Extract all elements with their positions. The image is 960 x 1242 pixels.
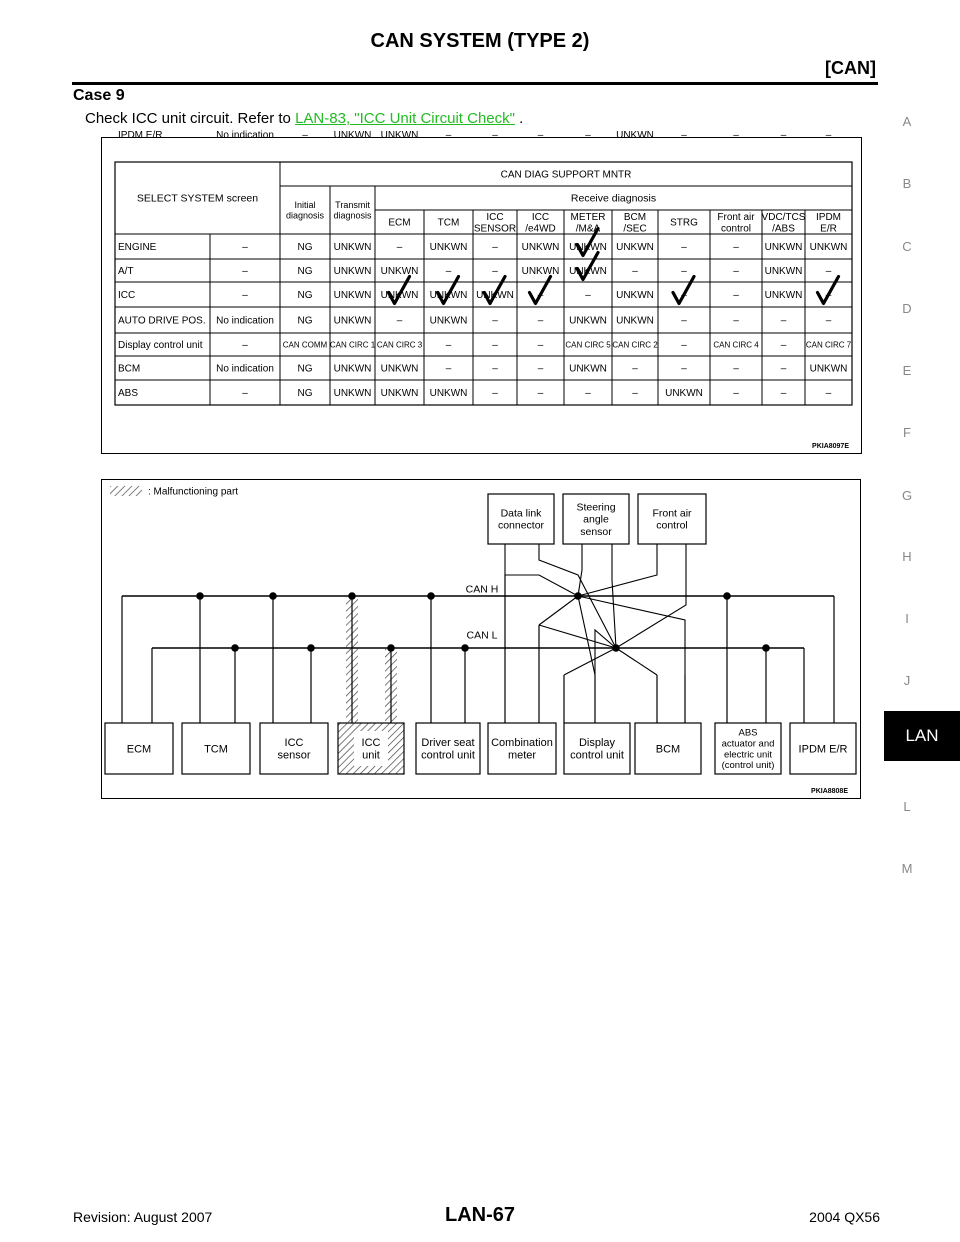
table-cell: UNKWN [569, 266, 607, 277]
star-wire [578, 544, 657, 596]
column-header-vdc-tcs-abs: VDC/TCS /ABS [761, 211, 806, 235]
table-cell: – [492, 266, 498, 277]
column-header-bcm-sec: BCM /SEC [623, 211, 647, 235]
malfunction-legend-label: : Malfunctioning part [148, 486, 239, 498]
table-cell: – [537, 130, 544, 141]
table-cell: UNKWN [569, 242, 607, 253]
table-cell: UNKWN [521, 242, 560, 253]
table-cell: UNKWN [333, 290, 372, 301]
column-header-ecm: ECM [388, 217, 411, 229]
column-header-meter-m-a: METER /M&A [570, 211, 606, 235]
table-cell: – [681, 340, 687, 351]
table-cell: – [585, 290, 591, 301]
table-cell: – [242, 290, 248, 301]
column-header-front-air-control: Front air control [717, 211, 755, 235]
table-cell: UNKWN [380, 388, 419, 399]
table-cell: – [632, 266, 638, 277]
side-index-h[interactable]: H [902, 549, 912, 564]
figure-code: PKIA8808E [811, 788, 848, 795]
instruction-prefix: Check ICC unit circuit. Refer to [85, 110, 296, 127]
table-cell: – [537, 290, 544, 301]
table-cell: UNKWN [380, 290, 419, 301]
table-cell: – [733, 315, 739, 327]
table-cell: UNKWN [333, 363, 372, 375]
table-cell: CAN CIRC 5 [565, 340, 611, 350]
table-cell: UNKWN [429, 388, 468, 399]
unit-label-ipdm-e-r: IPDM E/R [798, 743, 848, 756]
side-index-j[interactable]: J [903, 673, 911, 688]
side-index-g[interactable]: G [901, 488, 913, 503]
table-cell: – [780, 130, 787, 141]
case-heading: Case 9 [73, 87, 125, 104]
table-cell: CAN COMM [282, 340, 328, 350]
revision-date: Revision: August 2007 [73, 1209, 213, 1225]
instruction-suffix: . [514, 110, 524, 127]
table-cell: – [733, 363, 739, 375]
instruction-text [85, 110, 523, 127]
star-wire [616, 648, 657, 675]
table-cell: – [632, 388, 638, 399]
bus-node-dot [427, 592, 435, 600]
table-cell: – [492, 130, 498, 141]
table-cell: UNKWN [333, 130, 372, 141]
row-label-auto-drive-pos: AUTO DRIVE POS. [118, 315, 206, 327]
figure-code: PKIA8097E [812, 443, 849, 450]
side-index-l[interactable]: L [903, 799, 911, 814]
can-communication-diagram-figure [101, 479, 861, 799]
table-cell: UNKWN [521, 266, 560, 277]
table-cell: UNKWN [616, 242, 654, 253]
can-diag-table [102, 130, 861, 453]
table-cell: UNKWN [764, 242, 803, 253]
unit-label-tcm: TCM [204, 743, 228, 756]
table-cell: – [242, 242, 248, 253]
unit-label-display-control-unit: Display control unit [570, 737, 624, 762]
page-number: LAN-67 [444, 1204, 515, 1226]
vehicle-model: 2004 QX56 [809, 1209, 880, 1225]
table-cell: CAN CIRC 3 [376, 340, 423, 350]
side-index-a[interactable]: A [902, 114, 912, 129]
table-cell: – [681, 130, 687, 141]
table-cell: UNKWN [333, 388, 372, 399]
side-index-d[interactable]: D [902, 301, 912, 316]
side-index-c[interactable]: C [902, 239, 912, 254]
side-index-lan[interactable]: LAN [884, 711, 960, 761]
unit-label-driver-seat-control-unit: Driver seat control unit [421, 737, 475, 762]
table-cell: – [825, 388, 832, 399]
unit-label-bcm: BCM [655, 743, 681, 756]
table-cell: – [492, 388, 498, 399]
bus-node-dot [307, 644, 315, 652]
unit-label-icc-sensor: ICC sensor [277, 737, 311, 762]
table-cell: – [825, 130, 832, 141]
table-cell: UNKWN [429, 315, 468, 327]
table-cell: – [537, 363, 544, 375]
table-cell: UNKWN [333, 266, 372, 277]
bus-node-dot [196, 592, 204, 600]
table-cell: No indication [216, 315, 274, 327]
column-header-initial-diagnosis: Initial diagnosis [285, 199, 325, 221]
table-cell: CAN CIRC 2 [612, 340, 658, 350]
star-wire [578, 544, 582, 596]
star-wire [539, 596, 578, 625]
star-wire [595, 630, 616, 675]
table-cell: – [445, 130, 452, 141]
table-cell: UNKWN [616, 315, 654, 327]
unit-label-steering-angle-sensor: Steering angle sensor [576, 501, 616, 538]
table-cell: – [681, 315, 687, 327]
star-wire [505, 544, 578, 596]
side-index-b[interactable]: B [902, 176, 912, 191]
table-cell: – [733, 242, 739, 253]
unit-label-combination-meter: Combination meter [491, 737, 553, 762]
table-cell: UNKWN [333, 315, 372, 327]
can-h-label: CAN H [465, 583, 499, 596]
table-cell: CAN CIRC 4 [713, 340, 759, 350]
table-cell: – [825, 290, 832, 301]
table-cell: UNKWN [809, 363, 848, 375]
column-header-ipdm-e-r: IPDM E/R [816, 211, 841, 235]
can-diag-header: CAN DIAG SUPPORT MNTR [500, 169, 632, 181]
table-cell: – [396, 242, 403, 253]
column-header-icc-e4wd: ICC /e4WD [525, 211, 556, 235]
table-cell: – [780, 363, 787, 375]
side-index-f[interactable]: F [903, 425, 911, 440]
table-cell: – [733, 130, 739, 141]
table-cell: UNKWN [665, 388, 703, 399]
table-cell: – [733, 290, 739, 301]
bus-node-dot [269, 592, 277, 600]
column-header-strg: STRG [670, 217, 698, 229]
table-cell: CAN CIRC 1 [329, 340, 376, 350]
table-cell: UNKWN [764, 290, 803, 301]
table-cell: NG [297, 290, 313, 301]
row-label-display-control-unit: Display control unit [118, 340, 203, 351]
bus-node-dot [762, 644, 770, 652]
row-label-ipdm-e-r: IPDM E/R [118, 130, 163, 141]
table-cell: – [681, 242, 687, 253]
table-cell: – [537, 388, 544, 399]
table-cell: No indication [216, 363, 274, 375]
table-cell: – [780, 340, 787, 351]
side-index-e[interactable]: E [902, 363, 912, 378]
table-cell: – [681, 290, 687, 301]
bus-node-dot [723, 592, 731, 600]
table-cell: UNKWN [569, 363, 607, 375]
table-cell: NG [297, 266, 313, 277]
table-cell: – [492, 315, 498, 327]
column-header-tcm: TCM [437, 217, 460, 229]
can-diag-support-monitor-figure [101, 130, 862, 454]
unit-label-data-link-connector: Data link connector [497, 507, 545, 532]
table-cell: – [492, 340, 498, 351]
table-cell: – [585, 388, 591, 399]
can-l-label: CAN L [466, 629, 498, 642]
bus-node-dot [231, 644, 239, 652]
unit-label-icc-unit: ICC unit [361, 737, 381, 762]
select-system-label: SELECT SYSTEM screen [136, 192, 259, 205]
table-cell: UNKWN [429, 242, 468, 253]
row-label-a-t: A/T [118, 266, 134, 277]
row-label-engine: ENGINE [118, 242, 157, 253]
table-cell: – [242, 340, 248, 351]
column-header-icc-sensor: ICC SENSOR [473, 211, 517, 235]
table-cell: – [681, 266, 687, 277]
table-cell: – [445, 340, 452, 351]
column-header-transmit-diagnosis: Transmit diagnosis [333, 199, 372, 221]
bus-node-dot [461, 644, 469, 652]
table-cell: – [733, 266, 739, 277]
table-cell: – [445, 363, 452, 375]
table-cell: – [537, 340, 544, 351]
table-cell: – [302, 130, 308, 141]
table-cell: – [396, 315, 403, 327]
table-cell: – [445, 266, 452, 277]
table-cell: – [242, 388, 248, 399]
table-cell: UNKWN [616, 290, 654, 301]
table-cell: UNKWN [380, 266, 419, 277]
page-title: CAN SYSTEM (TYPE 2) [370, 30, 590, 52]
icc-unit-circuit-check-link[interactable]: LAN-83, "ICC Unit Circuit Check" [295, 110, 515, 127]
bus-node-dot [348, 592, 356, 600]
header-divider [72, 82, 878, 85]
table-cell: – [492, 363, 498, 375]
star-wire [578, 596, 685, 675]
malfunction-legend-swatch [110, 486, 142, 496]
table-cell: – [632, 363, 638, 375]
table-cell: UNKWN [380, 130, 419, 141]
table-cell: – [681, 363, 687, 375]
table-cell: UNKWN [764, 266, 803, 277]
side-index-m[interactable]: M [901, 861, 913, 876]
table-cell: UNKWN [569, 315, 607, 327]
table-cell: – [733, 388, 739, 399]
can-bus-diagram [102, 480, 860, 798]
table-cell: – [825, 266, 832, 277]
table-cell: NG [297, 242, 313, 253]
table-cell: UNKWN [429, 290, 468, 301]
table-cell: – [780, 315, 787, 327]
table-cell: UNKWN [809, 242, 848, 253]
table-cell: – [492, 242, 498, 253]
table-cell: UNKWN [616, 130, 654, 141]
row-label-abs: ABS [118, 388, 139, 399]
table-cell: – [585, 130, 591, 141]
table-cell: – [537, 315, 544, 327]
unit-label-ecm: ECM [126, 743, 152, 756]
row-label-bcm: BCM [118, 363, 141, 375]
table-cell: UNKWN [380, 363, 419, 375]
unit-label-abs-actuator-and-electric-unit-control-unit: ABS actuator and electric unit (control unit) [721, 727, 775, 772]
table-cell: UNKWN [476, 290, 514, 301]
side-index-i[interactable]: I [905, 611, 909, 626]
table-cell: – [825, 315, 832, 327]
bus-node-dot [387, 644, 395, 652]
table-cell: CAN CIRC 7 [805, 340, 852, 350]
row-label-icc: ICC [118, 290, 136, 301]
table-cell: – [780, 388, 787, 399]
receive-diagnosis-header: Receive diagnosis [570, 192, 657, 205]
table-cell: NG [297, 315, 313, 327]
table-cell: NG [297, 388, 313, 399]
section-label: [CAN] [825, 58, 876, 78]
unit-label-front-air-control: Front air control [652, 507, 692, 532]
star-wire [539, 625, 616, 648]
table-cell: UNKWN [333, 242, 372, 253]
table-cell: – [242, 266, 248, 277]
table-cell: NG [297, 363, 313, 375]
table-cell: No indication [216, 130, 274, 141]
